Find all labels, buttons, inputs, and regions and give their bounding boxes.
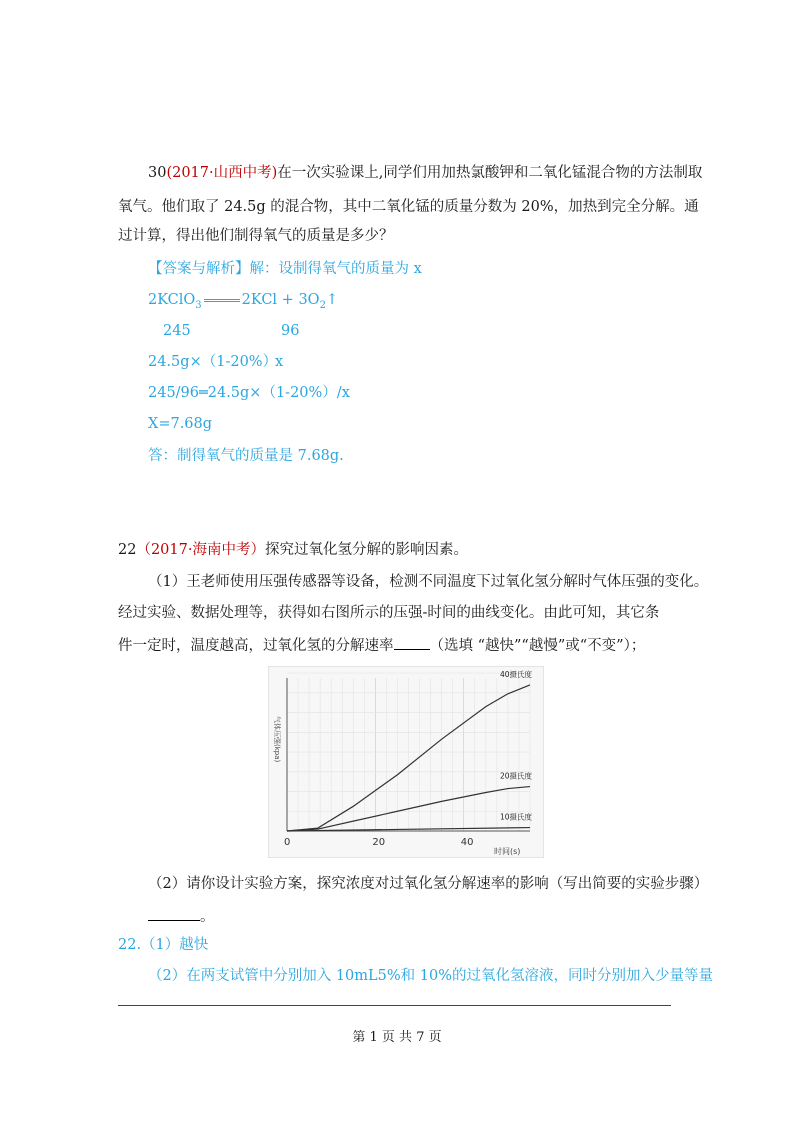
q22-answer-1: 22.（1）越快: [118, 937, 209, 953]
footer-rule: [118, 1005, 671, 1006]
q22-title: 探究过氧化氢分解的影响因素。: [264, 542, 468, 558]
q30-number: 30: [148, 165, 167, 181]
series-label-2: 10摄氏度: [500, 812, 533, 822]
answer-blank-2[interactable]: [148, 905, 200, 921]
answer-intro: 解：设制得氧气的质量为 x: [249, 261, 422, 277]
chemical-equation: [148, 290, 338, 316]
q22-part2-line2: [148, 905, 215, 927]
q22-part1-line3-text: 件一定时，温度越高，过氧化氢的分解速率: [118, 638, 394, 654]
y-axis-label: 气体压强(kpa): [273, 716, 281, 763]
series-label-0: 40摄氏度: [500, 669, 533, 679]
pressure-time-chart: [268, 666, 544, 858]
q30-answer-intro-line: [148, 259, 422, 279]
reactant-subscript: 3: [195, 299, 202, 311]
product-subscript: 2: [319, 299, 326, 311]
q22-heading: [118, 540, 468, 560]
q22-source: （2017·海南中考）: [136, 542, 265, 558]
conclusion: 答：制得氧气的质量是 7.68g.: [148, 448, 344, 464]
reactant: 2KClO: [148, 292, 196, 308]
gas-arrow: ↑: [325, 292, 339, 308]
equals-sign: [204, 299, 240, 302]
q22-part1-line2: 经过实验、数据处理等，获得如右图所示的压强-时间的曲线变化。由此可知，其它条: [118, 605, 660, 621]
q22-part1-line3: [118, 634, 645, 656]
answer-blank-1[interactable]: [394, 634, 430, 650]
q30-line1: [148, 163, 702, 183]
mass-96: 96: [281, 323, 300, 339]
q22-number: 22: [118, 542, 137, 558]
ratio-equation: 245/96═24.5g×（1-20%）/x: [148, 385, 350, 401]
given-mass: 24.5g×（1-20%）: [148, 354, 278, 370]
q30-text-1: 在一次实验课上,同学们用加热氯酸钾和二氧化锰混合物的方法制取: [277, 165, 703, 181]
result: X=7.68g: [148, 416, 213, 432]
q22-part2-line1: （2）请你设计实验方案，探究浓度对过氧化氢分解速率的影响（写出简要的实验步骤）: [148, 876, 709, 892]
x-tick-label: 0: [284, 837, 291, 848]
q22-part1-line1: （1）王老师使用压强传感器等设备，检测不同温度下过氧化氢分解时气体压强的变化。: [148, 574, 709, 590]
q22-part2-period: 。: [200, 909, 215, 925]
q22-answer-2: （2）在两支试管中分别加入 10mL5%和 10%的过氧化氢溶液，同时分别加入少量等量: [148, 968, 714, 984]
page-footer: 第 1 页 共 7 页: [352, 1030, 442, 1045]
q30-text-3: 过计算，得出他们制得氧气的质量是多少？: [118, 228, 394, 244]
q30-text-2: 氧气。他们取了 24.5g 的混合物，其中二氧化锰的质量分数为 20%，加热到完全分解。通: [118, 199, 699, 215]
unknown-x: x: [275, 354, 284, 370]
q22-part1-choices: （选填 “越快”“越慢”或“不变”）；: [429, 638, 646, 654]
x-tick-label: 40: [460, 837, 474, 848]
products: 2KCl + 3O: [241, 292, 320, 308]
x-axis-label: 时间(s): [494, 847, 521, 856]
mass-245: 245: [163, 323, 191, 339]
answer-heading: 【答案与解析】: [148, 261, 250, 277]
series-label-1: 20摄氏度: [500, 771, 533, 781]
x-tick-label: 20: [372, 837, 386, 848]
q30-source: (2017·山西中考): [166, 165, 278, 181]
